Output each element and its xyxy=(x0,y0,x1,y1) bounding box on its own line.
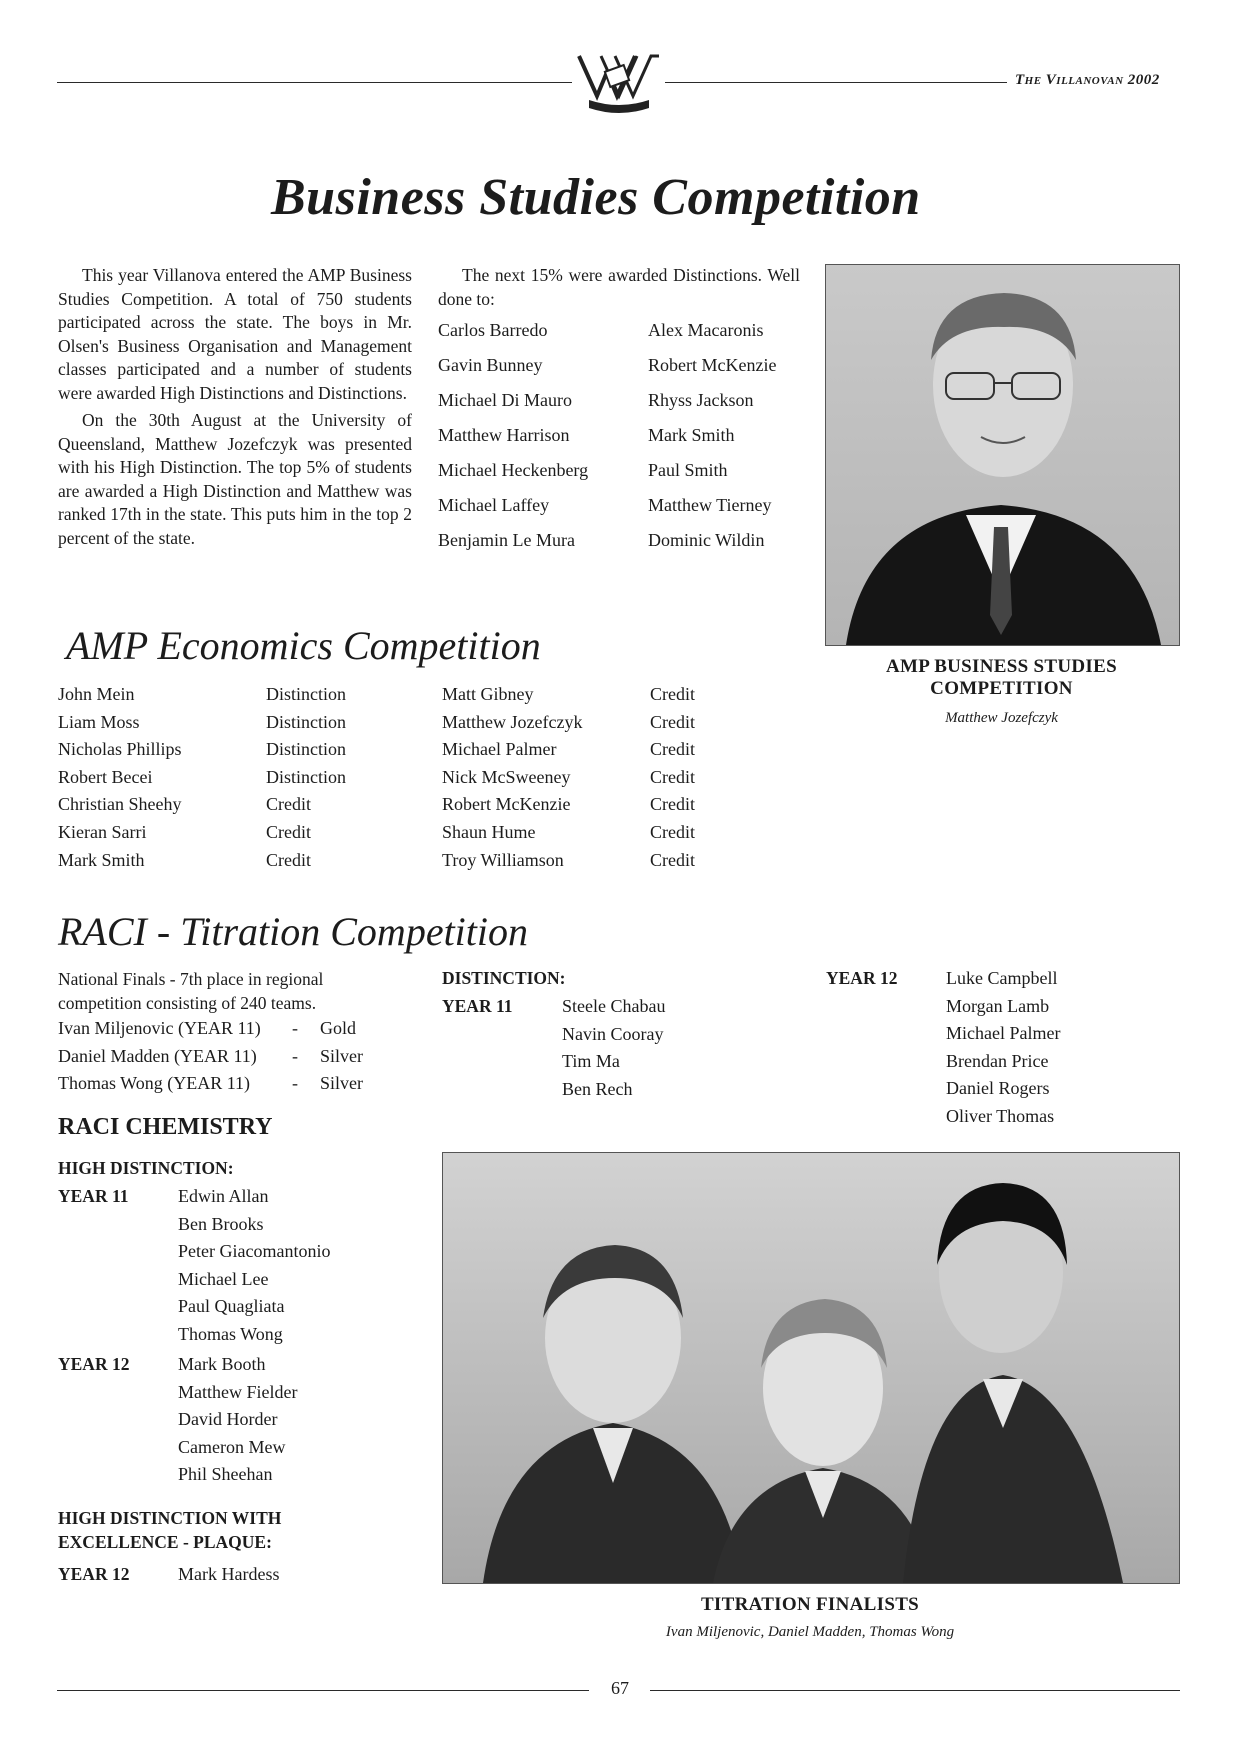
list-item: Nick McSweeney xyxy=(442,766,571,787)
list-item: Credit xyxy=(650,684,695,704)
list-item: Matthew Harrison xyxy=(438,425,570,445)
group-caption-title: TITRATION FINALISTS xyxy=(700,1594,920,1615)
hd-excellence-label-line2: EXCELLENCE - PLAQUE: xyxy=(58,1532,272,1552)
list-item: Rhyss Jackson xyxy=(648,390,754,410)
page-number: 67 xyxy=(611,1678,629,1698)
list-item: David Horder xyxy=(178,1409,278,1430)
list-item: Michael Palmer xyxy=(442,739,557,760)
year-label: YEAR 12 xyxy=(58,1564,130,1584)
list-item: Credit xyxy=(650,739,695,760)
list-item: Michael Palmer xyxy=(946,1023,1061,1044)
list-item: Alex Macaronis xyxy=(648,320,764,340)
titration-results-medals xyxy=(320,1018,400,1101)
list-item: Credit xyxy=(266,794,311,815)
list-item: Ben Brooks xyxy=(178,1213,264,1234)
intro-column xyxy=(58,264,412,550)
list-item: Daniel Rogers xyxy=(946,1078,1050,1099)
economics-names-col2 xyxy=(442,684,642,877)
hd-year12-list xyxy=(178,1354,398,1492)
list-item: Kieran Sarri xyxy=(58,821,147,842)
list-item: Ben Rech xyxy=(562,1078,633,1099)
intro-paragraph: This year Villanova entered the AMP Business Studies Competition. A total of 750 students participated across the state. The boys in Mr. Olsen's Business Organisation and Management classes participated and a number of students were awarded High Distinctions and Distinctions. xyxy=(58,265,412,403)
list-item: Benjamin Le Mura xyxy=(438,530,575,550)
economics-awards-col1 xyxy=(266,684,406,877)
list-item: Robert McKenzie xyxy=(442,794,571,815)
distinction-year11-list xyxy=(562,996,742,1106)
publication-title: The Villanovan 2002 xyxy=(1015,72,1160,88)
chemistry-heading: RACI CHEMISTRY xyxy=(58,1114,273,1140)
list-item: Gold xyxy=(320,1018,356,1038)
header-rule-right xyxy=(665,82,1007,83)
year-label: YEAR 11 xyxy=(58,1186,129,1206)
list-item: Michael Heckenberg xyxy=(438,460,589,480)
hd-year11-list xyxy=(178,1186,398,1352)
list-item: Credit xyxy=(650,821,695,842)
titration-results-dashes xyxy=(292,1018,312,1101)
portrait-photo xyxy=(825,264,1180,646)
group-photo xyxy=(442,1152,1180,1584)
list-item: Liam Moss xyxy=(58,711,140,732)
list-item: Distinction xyxy=(266,684,346,704)
list-item: Carlos Barredo xyxy=(438,320,548,340)
list-item: Robert McKenzie xyxy=(648,355,777,375)
list-item: Michael Lee xyxy=(178,1268,269,1289)
list-item: Daniel Madden (YEAR 11) xyxy=(58,1045,257,1066)
year-label: YEAR 12 xyxy=(826,968,898,988)
list-item: Oliver Thomas xyxy=(946,1105,1055,1126)
list-item: Steele Chabau xyxy=(562,996,666,1016)
list-item: Peter Giacomantonio xyxy=(178,1241,331,1262)
header-rule-left xyxy=(57,82,572,83)
economics-heading: AMP Economics Competition xyxy=(66,623,541,668)
list-item: Gavin Bunney xyxy=(438,355,543,375)
result-paragraph: On the 30th August at the University of Queensland, Matthew Jozefczyk was presented with his High Distinction. The top 5% of students are awarded a High Distinction and Matthew was ranked 17th in the state. This puts him in the top 2 percent of the state. xyxy=(58,410,412,548)
footer-rule-right xyxy=(650,1690,1180,1691)
list-item: Silver xyxy=(320,1045,363,1066)
list-item: Credit xyxy=(650,794,695,815)
list-item: Dominic Wildin xyxy=(648,530,765,550)
list-item: Credit xyxy=(650,766,695,787)
list-item: Luke Campbell xyxy=(946,968,1058,988)
list-item: Credit xyxy=(266,849,311,870)
list-item: Shaun Hume xyxy=(442,821,536,842)
distinction-intro: The next 15% were awarded Distinctions. Well done to: xyxy=(438,265,800,309)
distinction-list-col1 xyxy=(438,320,638,565)
year-label: YEAR 11 xyxy=(442,996,513,1016)
list-item: Credit xyxy=(650,711,695,732)
list-item: Distinction xyxy=(266,739,346,760)
year-label: YEAR 12 xyxy=(58,1354,130,1374)
list-item: Tim Ma xyxy=(562,1051,620,1072)
high-distinction-label: HIGH DISTINCTION: xyxy=(58,1158,234,1178)
portrait-caption-name: Matthew Jozefczyk xyxy=(945,710,1058,726)
portrait-caption-title: AMP BUSINESS STUDIES COMPETITION xyxy=(886,656,1117,699)
list-item: - xyxy=(292,1018,298,1038)
list-item: Silver xyxy=(320,1073,363,1094)
list-item: Mark Booth xyxy=(178,1354,266,1374)
list-item: Paul Quagliata xyxy=(178,1296,285,1317)
economics-awards-col2 xyxy=(650,684,770,877)
list-item: Robert Becei xyxy=(58,766,153,787)
list-item: Michael Di Mauro xyxy=(438,390,572,410)
list-item: Matthew Jozefczyk xyxy=(442,711,583,732)
distinction-year12-list xyxy=(946,968,1146,1134)
list-item: Edwin Allan xyxy=(178,1186,269,1206)
distinction-label: DISTINCTION: xyxy=(442,968,566,988)
group-caption-names: Ivan Miljenovic, Daniel Madden, Thomas Wong xyxy=(665,1624,955,1640)
list-item: Morgan Lamb xyxy=(946,995,1050,1016)
list-item: Distinction xyxy=(266,766,346,787)
page-title: Business Studies Competition xyxy=(271,169,921,226)
list-item: Paul Smith xyxy=(648,460,728,480)
list-item: Troy Williamson xyxy=(442,849,564,870)
list-item: - xyxy=(292,1045,298,1066)
list-item: Matthew Tierney xyxy=(648,495,772,515)
list-item: Phil Sheehan xyxy=(178,1464,273,1485)
list-item: Thomas Wong (YEAR 11) xyxy=(58,1073,251,1094)
list-item: Distinction xyxy=(266,711,346,732)
hd-excellence-label-line1: HIGH DISTINCTION WITH xyxy=(58,1508,282,1528)
list-item: Navin Cooray xyxy=(562,1023,664,1044)
titration-results-names xyxy=(58,1018,298,1101)
titration-intro: National Finals - 7th place in regional competition consisting of 240 teams. xyxy=(58,969,324,1013)
distinction-list-col2 xyxy=(648,320,818,565)
footer-rule-left xyxy=(57,1690,589,1691)
list-item: Credit xyxy=(650,849,695,870)
list-item: Michael Laffey xyxy=(438,495,550,515)
school-crest-logo xyxy=(575,52,663,118)
list-item: Matthew Fielder xyxy=(178,1381,298,1402)
list-item: Ivan Miljenovic (YEAR 11) xyxy=(58,1018,261,1038)
list-item: - xyxy=(292,1073,298,1094)
list-item: John Mein xyxy=(58,684,135,704)
list-item: Cameron Mew xyxy=(178,1436,286,1457)
titration-heading: RACI - Titration Competition xyxy=(58,909,529,954)
list-item: Mark Smith xyxy=(648,425,735,445)
list-item: Nicholas Phillips xyxy=(58,739,182,760)
hd-excellence-name: Mark Hardess xyxy=(178,1564,280,1584)
economics-names-col1 xyxy=(58,684,258,877)
list-item: Mark Smith xyxy=(58,849,145,870)
list-item: Matt Gibney xyxy=(442,684,534,704)
list-item: Brendan Price xyxy=(946,1050,1049,1071)
list-item: Thomas Wong xyxy=(178,1323,283,1344)
list-item: Christian Sheehy xyxy=(58,794,182,815)
list-item: Credit xyxy=(266,821,311,842)
